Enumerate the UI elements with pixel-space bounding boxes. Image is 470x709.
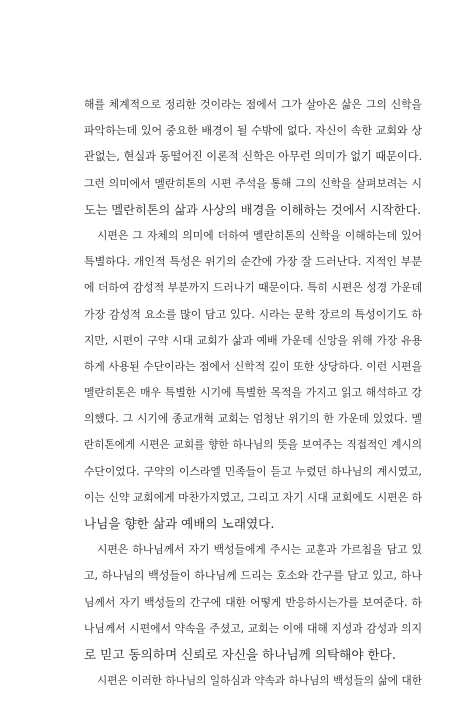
body-text: [84, 92, 422, 694]
text-line: 란히톤에게 시편은 교회를 향한 하나님의 뜻을 보여주는 직접적인 계시의: [84, 439, 422, 452]
text-line: 멜란히톤은 매우 특별한 시기에 특별한 목적을 가지고 읽고 해석하고 강: [84, 386, 422, 400]
text-line: 특별하다. 개인적 특성은 위기의 순간에 가장 잘 드러난다. 지적인 부분: [84, 255, 422, 269]
text-line: 에 더하여 감성적 부분까지 드러나기 때문이다. 특히 시편은 성경 가운데: [84, 281, 422, 295]
text-line: 도는 멜란히톤의 삶과 사상의 배경을 이해하는 것에서 시작한다.: [84, 202, 422, 217]
text-line: 시편은 그 자체의 의미에 더하여 멜란히톤의 신학을 이해하는데 있어: [97, 228, 422, 242]
text-line: 의했다. 그 시기에 종교개혁 교회는 엄청난 위기의 한 가운데 있었다. 멜: [84, 412, 422, 426]
text-line: 가장 감성적 요소를 많이 담고 있다. 시라는 문학 장르의 특성이기도 하: [84, 307, 422, 321]
text-line: 로 믿고 동의하며 신뢰로 자신을 하나님께 의탁해야 한다.: [84, 646, 396, 662]
text-line: 시편은 이러한 하나님의 일하심과 약속과 하나님의 백성들의 삶에 대한: [97, 675, 422, 688]
text-line: 고, 하나님의 백성들이 하나님께 드리는 호소와 간구를 담고 있고, 하나: [84, 569, 422, 583]
text-line: 이는 신약 교회에게 마찬가지였고, 그리고 자기 시대 교회에도 시편은 하: [84, 490, 422, 504]
text-line: 시편은 하나님께서 자기 백성들에게 주시는 교훈과 가르침을 담고 있: [97, 543, 422, 557]
text-line: 하게 사용된 수단이라는 점에서 신학적 깊이 또한 상당하다. 이런 시편을: [84, 359, 422, 373]
text-line: 관없는, 현실과 동떨어진 이론적 신학은 아무런 의미가 없기 때문이다.: [84, 150, 423, 164]
text-line: 님께서 자기 백성들의 간구에 대한 어떻게 반응하시는가를 보여준다. 하: [84, 595, 422, 609]
text-line: 해를 체계적으로 정리한 것이라는 점에서 그가 살아온 삶은 그의 신학을: [84, 98, 422, 111]
text-line: 수단이었다. 구약의 이스라엘 민족들이 듣고 누렸던 하나님의 계시였고,: [84, 464, 422, 478]
text-line: 나님께서 시편에서 약속을 주셨고, 교회는 이에 대해 지성과 감성과 의지: [84, 621, 422, 635]
text-line: 지만, 시편이 구약 시대 교회가 삶과 예배 가운데 신앙을 위해 가장 유용: [84, 333, 422, 347]
text-line: 파악하는데 있어 중요한 배경이 될 수밖에 없다. 자신이 속한 교회와 상: [84, 124, 422, 138]
text-line: 나님을 향한 삶과 예배의 노래였다.: [84, 516, 275, 531]
text-line: 그런 의미에서 멜란히톤의 시편 주석을 통해 그의 신학을 살펴보려는 시: [84, 176, 422, 190]
